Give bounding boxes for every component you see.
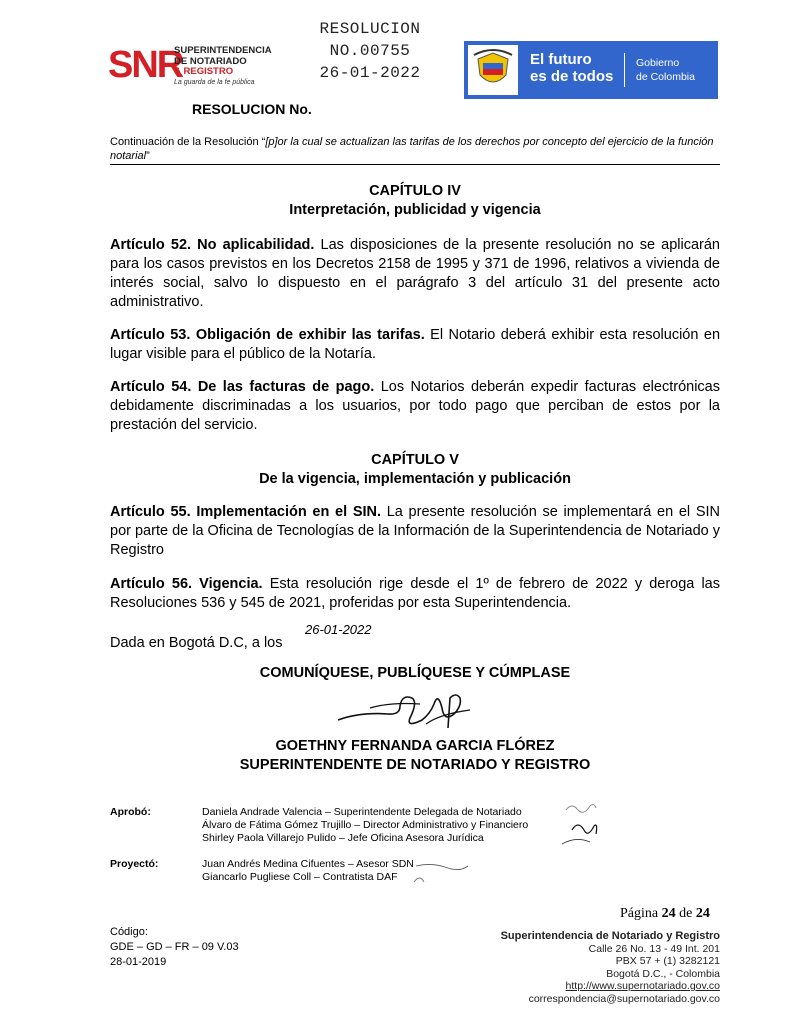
proyecto-item: Giancarlo Pugliese Coll – Contratista DAF (202, 871, 398, 883)
footer-city: Bogotá D.C., - Colombia (606, 967, 720, 980)
snr-logo-line2: DE NOTARIADO (174, 55, 247, 67)
stamp-line-resolucion: RESOLUCION (319, 20, 421, 38)
article-52-heading: Artículo 52. No aplicabilidad. (110, 237, 315, 253)
footer-org: Superintendencia de Notariado y Registro (500, 930, 720, 942)
article-55-text: La presente resolución se implementará en el SIN por parte de la Oficina de Tecnologías de la Información de la Superintendencia de Notariado y Registro (110, 504, 720, 558)
article-56-text: Esta resolución rige desde el 1º de febrero de 2022 y deroga las Resoluciones 536 y 545 de 2021, proferidas por esta Superintendencia. (110, 576, 720, 611)
gov-logo-main-line2: es de todos (530, 68, 614, 85)
signer-title: SUPERINTENDENTE DE NOTARIADO Y REGISTRO (239, 757, 591, 773)
footer-web-link[interactable]: http://www.supernotariado.gov.co (565, 980, 720, 992)
snr-logo-letters: SNR (108, 44, 183, 86)
article-55 (110, 503, 720, 560)
chapter-4-subtitle: Interpretación, publicidad y vigencia (289, 202, 541, 218)
chapter-4-heading (110, 182, 720, 220)
chapter-5-heading (110, 451, 720, 489)
article-55-heading: Artículo 55. Implementación en el SIN. (110, 504, 382, 520)
article-52-text: Las disposiciones de la presente resolución no se aplicarán para los casos previstos en los Decretos 2158 de 1995 y 371 de 1996, relativos a vivienda de interés social, salvo lo dispuesto en el parágrafo 3 del artículo 31 del presente acto administrativo. (110, 237, 720, 310)
codigo-value: GDE – GD – FR – 09 V.03 (110, 941, 239, 953)
aprobo-label: Aprobó: (110, 806, 151, 818)
document-code-block (110, 925, 239, 970)
page-mid: de (675, 906, 696, 921)
article-53-heading: Artículo 53. Obligación de exhibir las tarifas. (110, 327, 425, 343)
chapter-5-title: CAPÍTULO V (371, 452, 459, 468)
article-52 (110, 236, 720, 312)
continuation-prefix: Continuación de la Resolución “ (110, 136, 266, 148)
snr-logo-line3: & REGISTRO (174, 66, 234, 77)
gov-logo-sub-line1: Gobierno (636, 57, 680, 69)
aprobo-block (110, 806, 720, 846)
article-54-heading: Artículo 54. De las facturas de pago. (110, 379, 375, 395)
stamp-line-date: 26-01-2022 (319, 64, 421, 82)
proyecto-label: Proyectó: (110, 858, 159, 870)
signer-block (110, 737, 720, 775)
gov-logo-main-line1: El futuro (530, 51, 592, 68)
resolution-number-heading: RESOLUCION No. (192, 101, 312, 117)
continuation-title: [p]or la cual se actualizan las tarifas de los derechos por concepto del ejercicio de la función notarial (110, 136, 714, 162)
dada-en-text: Dada en Bogotá D.C, a los (110, 635, 283, 651)
proyecto-item: Juan Andrés Medina Cifuentes – Asesor SDN (202, 858, 414, 870)
page-current: 24 (661, 906, 676, 921)
aprobo-item: Álvaro de Fátima Gómez Trujillo – Director Administrativo y Financiero (202, 819, 529, 831)
aprobo-item: Daniela Andrade Valencia – Superintendente Delegada de Notariado (202, 806, 522, 818)
proyecto-list (202, 858, 414, 884)
gobierno-colombia-logo (464, 41, 718, 99)
page-number (620, 906, 710, 922)
header-divider (110, 164, 720, 165)
gov-logo-sub-line2: de Colombia (636, 71, 695, 83)
article-56-heading: Artículo 56. Vigencia. (110, 576, 263, 592)
footer-email: correspondencia@supernotariado.gov.co (528, 992, 720, 1005)
codigo-date: 28-01-2019 (110, 956, 167, 968)
aprobo-list (202, 806, 528, 845)
chapter-4-title: CAPÍTULO IV (369, 183, 461, 199)
snr-logo-tagline: La guarda de la fe pública (174, 78, 255, 86)
snr-logo (108, 42, 278, 94)
continuation-suffix: ” (146, 149, 150, 162)
article-54 (110, 378, 720, 435)
codigo-label: Código: (110, 926, 148, 938)
page-total: 24 (695, 906, 710, 921)
stamp-line-number: NO.00755 (329, 42, 411, 60)
dada-en-date: 26-01-2022 (305, 622, 372, 637)
article-56 (110, 575, 720, 613)
gov-logo-main (530, 51, 613, 85)
comuniquese-heading: COMUNÍQUESE, PUBLÍQUESE Y CÚMPLASE (259, 665, 571, 681)
gov-logo-sub (636, 56, 695, 84)
continuation-note (110, 136, 720, 163)
initials-marks (562, 800, 608, 848)
footer-phone: PBX 57 + (1) 3282121 (615, 955, 720, 967)
gov-logo-divider (624, 53, 625, 87)
article-53-text: El Notario deberá exhibir esta resolución en lugar visible para el público de la Notaría. (110, 327, 721, 362)
page-prefix: Página (620, 906, 662, 921)
snr-logo-text (174, 46, 272, 88)
resolution-stamp (290, 18, 450, 84)
signature-image (330, 684, 490, 744)
signer-name: GOETHNY FERNANDA GARCIA FLÓREZ (275, 738, 555, 754)
proyecto-initials-marks (412, 860, 472, 888)
article-54-text: Los Notarios deberán expedir facturas electrónicas debidamente discriminadas a los usuarios, por todo pago que perciban de estos por la prestación del servicio. (110, 379, 720, 433)
contact-footer (450, 930, 720, 1005)
article-53 (110, 326, 720, 364)
aprobo-item: Shirley Paola Villarejo Pulido – Jefe Oficina Asesora Jurídica (202, 832, 484, 844)
chapter-5-subtitle: De la vigencia, implementación y publicación (259, 471, 571, 487)
snr-logo-line1: SUPERINTENDENCIA (174, 45, 272, 56)
footer-address: Calle 26 No. 13 - 49 Int. 201 (588, 942, 720, 955)
colombia-coat-of-arms-icon (468, 45, 518, 95)
